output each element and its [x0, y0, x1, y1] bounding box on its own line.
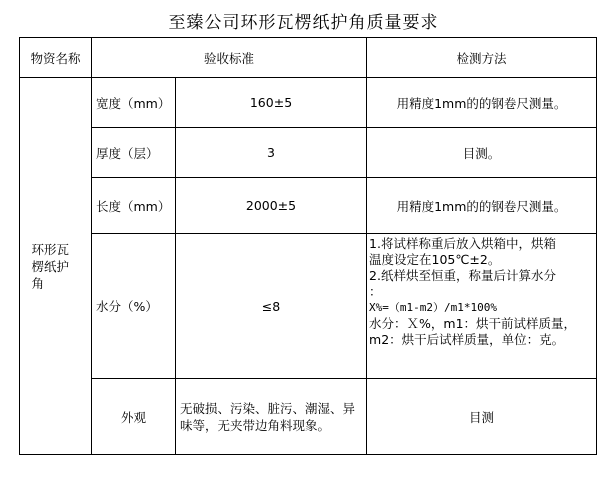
standard-length: 2000±5 — [176, 178, 367, 234]
item-thickness: 厚度（层） — [92, 128, 176, 178]
standard-thickness: 3 — [176, 128, 367, 178]
header-row — [20, 38, 597, 78]
document-title: 至臻公司环形瓦楞纸护角质量要求 — [168, 13, 439, 33]
standard-appearance: 无破损、污染、脏污、潮湿、异味等，无夹带边角料现象。 — [176, 379, 367, 455]
standard-width: 160±5 — [176, 78, 367, 128]
standard-moisture: ≤8 — [176, 234, 367, 379]
method-moisture-line-4: ： — [369, 284, 382, 299]
item-moisture: 水分（%） — [92, 234, 176, 379]
method-appearance: 目测 — [367, 379, 597, 455]
table-row-moisture — [20, 234, 597, 379]
method-length: 用精度1mm的的钢卷尺测量。 — [367, 178, 597, 234]
method-moisture-line-3: 2.纸样烘至恒重，称量后计算水分 — [369, 268, 556, 283]
table-row-appearance — [20, 379, 597, 455]
item-width: 宽度（mm） — [92, 78, 176, 128]
item-appearance: 外观 — [92, 379, 176, 455]
method-thickness: 目测。 — [367, 128, 597, 178]
header-test-method: 检测方法 — [367, 38, 597, 78]
method-moisture-formula: X%=（m1-m2）/m1*100% — [369, 301, 497, 314]
table-row-width — [20, 78, 597, 128]
header-acceptance-standard: 验收标准 — [92, 38, 367, 78]
method-moisture — [367, 234, 597, 379]
table-row-thickness — [20, 128, 597, 178]
material-name: 环形瓦楞纸护角 — [31, 241, 70, 291]
table-row-length — [20, 178, 597, 234]
method-width: 用精度1mm的的钢卷尺测量。 — [367, 78, 597, 128]
header-material-name: 物资名称 — [20, 38, 92, 78]
item-length: 长度（mm） — [92, 178, 176, 234]
quality-requirements-table — [19, 37, 597, 455]
method-moisture-line-7: m2：烘干后试样质量，单位：克。 — [369, 332, 565, 347]
method-moisture-line-6: 水分：Ｘ%，m1：烘干前试样质量， — [369, 316, 577, 331]
method-moisture-line-2: 温度设定在105℃±2。 — [369, 252, 501, 267]
method-moisture-line-1: 1.将试样称重后放入烘箱中，烘箱 — [369, 236, 556, 251]
material-name-cell — [20, 78, 92, 455]
